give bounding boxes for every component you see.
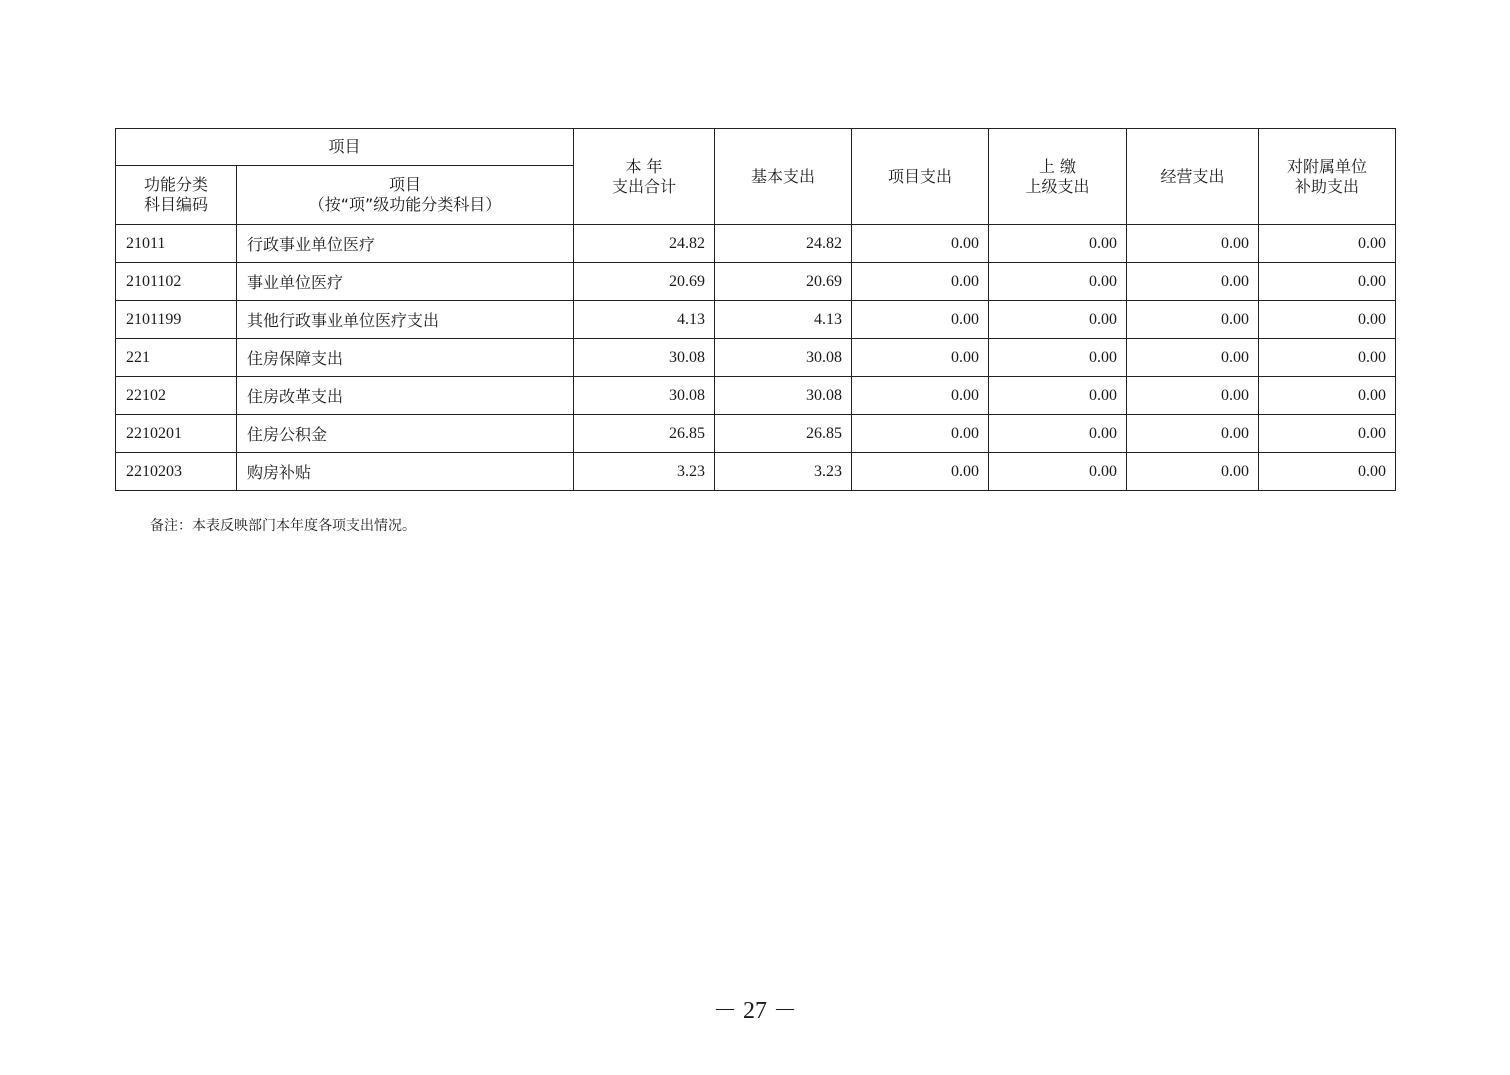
cell-project: 0.00: [852, 339, 989, 377]
cell-upper: 0.00: [989, 301, 1127, 339]
header-total-line1: 本 年: [625, 156, 663, 176]
cell-name: 其他行政事业单位医疗支出: [237, 301, 574, 339]
cell-basic: 20.69: [715, 263, 852, 301]
table-row: [116, 263, 1396, 301]
cell-name: 购房补贴: [237, 453, 574, 491]
header-name-line1: 项目: [389, 175, 422, 194]
header-upper-line2: 上级支出: [1025, 176, 1090, 196]
cell-code: 21011: [116, 225, 237, 263]
table-row: [116, 415, 1396, 453]
cell-basic: 24.82: [715, 225, 852, 263]
cell-total: 3.23: [574, 453, 715, 491]
cell-subsidy: 0.00: [1259, 339, 1396, 377]
cell-subsidy: 0.00: [1259, 415, 1396, 453]
cell-basic: 30.08: [715, 339, 852, 377]
cell-total: 30.08: [574, 377, 715, 415]
page-number: － 27 －: [713, 998, 797, 1024]
cell-basic: 30.08: [715, 377, 852, 415]
cell-upper: 0.00: [989, 339, 1127, 377]
cell-total: 4.13: [574, 301, 715, 339]
cell-upper: 0.00: [989, 415, 1127, 453]
cell-code: 2210203: [116, 453, 237, 491]
cell-project: 0.00: [852, 377, 989, 415]
table-row: [116, 377, 1396, 415]
cell-code: 2210201: [116, 415, 237, 453]
cell-total: 20.69: [574, 263, 715, 301]
cell-subsidy: 0.00: [1259, 263, 1396, 301]
cell-name: 住房改革支出: [237, 377, 574, 415]
header-code-line1: 功能分类: [143, 175, 208, 194]
cell-business: 0.00: [1127, 301, 1259, 339]
header-name-line2: （按“项”级功能分类科目）: [308, 195, 502, 214]
cell-code: 2101199: [116, 301, 237, 339]
cell-name: 行政事业单位医疗: [237, 225, 574, 263]
cell-name: 住房保障支出: [237, 339, 574, 377]
cell-total: 30.08: [574, 339, 715, 377]
cell-business: 0.00: [1127, 453, 1259, 491]
header-code: [116, 166, 237, 225]
header-subsidy: [1259, 129, 1396, 225]
cell-code: 221: [116, 339, 237, 377]
cell-project: 0.00: [852, 301, 989, 339]
header-upper: [989, 129, 1127, 225]
cell-total: 26.85: [574, 415, 715, 453]
table-row: [116, 453, 1396, 491]
cell-basic: 26.85: [715, 415, 852, 453]
cell-basic: 3.23: [715, 453, 852, 491]
cell-business: 0.00: [1127, 377, 1259, 415]
cell-business: 0.00: [1127, 225, 1259, 263]
expenditure-table: [115, 128, 1396, 491]
header-total-line2: 支出合计: [612, 176, 677, 196]
header-subsidy-line2: 补助支出: [1295, 176, 1360, 196]
cell-subsidy: 0.00: [1259, 377, 1396, 415]
expenditure-table-container: [115, 128, 1395, 491]
cell-subsidy: 0.00: [1259, 225, 1396, 263]
table-row: [116, 301, 1396, 339]
table-row: [116, 225, 1396, 263]
cell-business: 0.00: [1127, 415, 1259, 453]
cell-project: 0.00: [852, 263, 989, 301]
header-upper-line1: 上 缴: [1038, 156, 1077, 176]
header-code-line2: 科目编码: [143, 195, 208, 214]
cell-code: 22102: [116, 377, 237, 415]
cell-upper: 0.00: [989, 225, 1127, 263]
cell-project: 0.00: [852, 415, 989, 453]
header-group-item: 项目: [116, 129, 574, 166]
cell-project: 0.00: [852, 225, 989, 263]
header-basic: 基本支出: [715, 129, 852, 225]
header-total: [574, 129, 715, 225]
header-subsidy-line1: 对附属单位: [1287, 156, 1368, 176]
cell-business: 0.00: [1127, 263, 1259, 301]
cell-subsidy: 0.00: [1259, 301, 1396, 339]
header-project: 项目支出: [852, 129, 989, 225]
cell-name: 事业单位医疗: [237, 263, 574, 301]
table-header: [116, 129, 1396, 225]
cell-subsidy: 0.00: [1259, 453, 1396, 491]
cell-total: 24.82: [574, 225, 715, 263]
table-note: 备注：本表反映部门本年度各项支出情况。: [150, 518, 416, 534]
header-business: 经营支出: [1127, 129, 1259, 225]
table-body: [116, 225, 1396, 491]
cell-business: 0.00: [1127, 339, 1259, 377]
cell-code: 2101102: [116, 263, 237, 301]
cell-basic: 4.13: [715, 301, 852, 339]
table-row: [116, 339, 1396, 377]
cell-upper: 0.00: [989, 453, 1127, 491]
cell-project: 0.00: [852, 453, 989, 491]
header-name: [237, 166, 574, 225]
cell-upper: 0.00: [989, 377, 1127, 415]
cell-upper: 0.00: [989, 263, 1127, 301]
cell-name: 住房公积金: [237, 415, 574, 453]
